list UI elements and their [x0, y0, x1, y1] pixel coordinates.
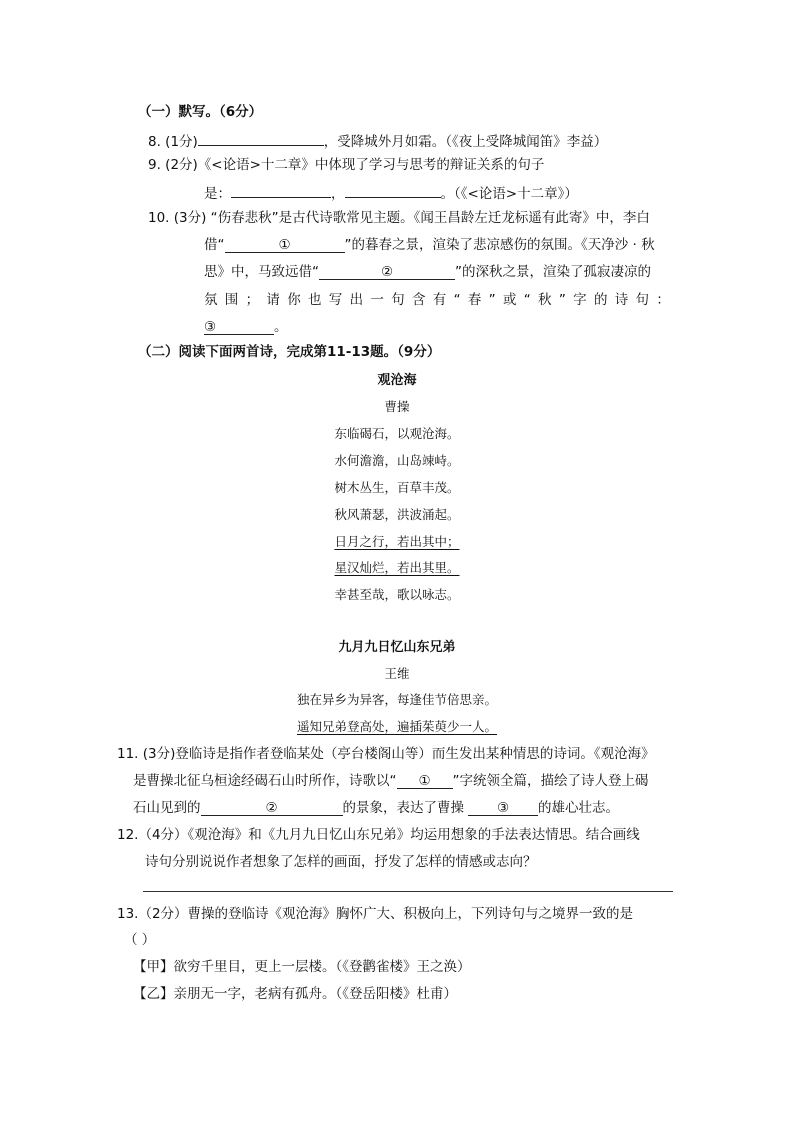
q10-line4-char: 也: [307, 292, 322, 308]
q10-line4-char: 或: [502, 292, 517, 308]
question-12-line2: 诗句分别说说作者想象了怎样的画面，抒发了怎样的情感或志向？: [145, 854, 537, 870]
q10-line5-suffix: 。: [274, 319, 288, 335]
section1-heading: （一）默写。（6分）: [138, 104, 263, 120]
q10-answer-blank-2[interactable]: ②: [319, 263, 455, 280]
q9-answer-blank-1[interactable]: [231, 181, 331, 198]
q10-line4-char: 有: [432, 292, 447, 308]
question-8: [148, 129, 607, 152]
q10-line4-char: 你: [287, 292, 301, 308]
poem2-line: 独在异乡为异客，每逢佳节倍思亲。: [296, 692, 497, 707]
question-13-line1: 13.（2分）曹操的登临诗《观沧海》胸怀广大、积极向上，下列诗句与之境界一致的是: [117, 906, 634, 922]
q11-line3-mid: 的景象，表达了曹操: [342, 800, 464, 816]
q11-answer-blank-3[interactable]: ③: [468, 799, 538, 816]
question-10-line4: [204, 290, 670, 310]
q11-line2-suffix: ”字统领全篇，描绘了诗人登上碣: [452, 773, 649, 789]
q8-prefix: 8. (1分): [148, 134, 198, 150]
q10-line4-char: 围: [224, 292, 239, 308]
q9-mid: ，: [331, 186, 345, 202]
question-11-line3: [133, 798, 619, 818]
q10-answer-blank-3[interactable]: ③: [204, 318, 274, 335]
q9-suffix: 。（《<论语>十二章》）: [440, 186, 578, 202]
q10-line4-char: 秋: [538, 292, 552, 308]
q10-line4-char: 诗: [614, 292, 629, 308]
q10-line4-char: 氛: [204, 292, 218, 308]
question-12-line1: 12.（4分）《观沧海》和《九月九日忆山东兄弟》均运用想象的手法表达情思。结合画线: [117, 827, 640, 843]
q10-line2-prefix: 借“: [204, 237, 225, 253]
poem2-author: 王维: [384, 666, 410, 681]
q10-line4-char: ”: [488, 292, 496, 308]
q11-answer-blank-2[interactable]: ②: [201, 799, 343, 816]
q11-line2-prefix: 是曹操北征乌桓途经碣石山时所作，诗歌以“: [133, 773, 397, 789]
poem1-line: 东临碣石，以观沧海。: [334, 426, 460, 441]
q10-line4-char: ”: [558, 292, 566, 308]
question-11-line2: [133, 771, 649, 791]
q10-line4-char: 出: [349, 292, 364, 308]
q11-line3-prefix: 石山见到的: [133, 800, 201, 816]
poem1-underlined-text: 星汉灿烂，若出其里。: [334, 560, 460, 575]
q10-line3-suffix: ”的深秋之景，渲染了孤寂凄凉的: [455, 264, 651, 280]
question-10-line1: 10. (3分) “伤春悲秋”是古代诗歌常见主题。《闻王昌龄左迁龙标遥有此寄》中，李白: [148, 210, 650, 226]
question-9-line2: [204, 181, 578, 204]
poem1-line: 树木丛生，百草丰茂。: [334, 480, 460, 495]
q10-line4-char: 含: [411, 292, 426, 308]
question-10-line3: [204, 262, 651, 282]
poem1-line: 秋风萧瑟，洪波涌起。: [334, 507, 460, 522]
q8-answer-blank[interactable]: [198, 129, 324, 146]
q9-answer-blank-2[interactable]: [345, 181, 441, 198]
poem2-underlined-line: [0, 717, 794, 737]
poem1-underlined-line: [0, 532, 794, 552]
poem1-line: 水何澹澹，山岛竦峙。: [334, 453, 460, 468]
q13-option-a[interactable]: 【甲】欲穷千里目，更上一层楼。（《登鹳雀楼》王之涣）: [133, 959, 471, 975]
q10-line4-char: 写: [328, 292, 343, 308]
poem1-underlined-line: [0, 558, 794, 578]
q11-line3-suffix: 的雄心壮志。: [538, 800, 619, 816]
section2-heading: （二）阅读下面两首诗，完成第11-13题。（9分）: [138, 344, 441, 360]
q10-line4-char: 字: [573, 292, 587, 308]
q10-line4-char: ；: [245, 292, 260, 308]
q10-line2-suffix: ”的暮春之景，渲染了悲凉感伤的氛围。《天净沙 · 秋: [344, 237, 655, 253]
poem1-author: 曹操: [384, 399, 410, 414]
q8-suffix: ，受降城外月如霜。（《夜上受降城闻笛》李益）: [323, 134, 608, 150]
q10-line4-char: 句: [391, 292, 405, 308]
q10-line4-char: 句: [635, 292, 650, 308]
q10-line4-char: ：: [656, 292, 670, 308]
poem2-title: 九月九日忆山东兄弟: [338, 640, 456, 655]
q10-answer-blank-1[interactable]: ①: [225, 236, 345, 253]
q10-line4-char: 请: [266, 292, 280, 308]
question-10-line2: [204, 235, 655, 255]
q13-answer-parentheses[interactable]: （ ）: [124, 932, 156, 948]
q10-line4-char: “: [523, 292, 531, 308]
poem2-underlined-text: 遥知兄弟登高处，遍插茱萸少一人。: [296, 719, 497, 734]
question-9-line1: 9. (2分)《<论语>十二章》中体现了学习与思考的辩证关系的句子: [148, 157, 545, 173]
q13-option-b[interactable]: 【乙】亲朋无一字，老病有孤舟。（《登岳阳楼》杜甫）: [133, 986, 457, 1002]
q12-answer-line[interactable]: [143, 891, 673, 892]
q10-line4-char: “: [453, 292, 461, 308]
q10-line3-prefix: 思》中，马致远借“: [204, 264, 319, 280]
q11-answer-blank-1[interactable]: ①: [397, 772, 453, 789]
q10-line4-char: 春: [467, 292, 482, 308]
poem1-line: 幸甚至哉，歌以咏志。: [334, 587, 460, 602]
poem1-underlined-text: 日月之行，若出其中；: [334, 534, 460, 549]
question-11-line1: 11. (3分)登临诗是指作者登临某处（亭台楼阁山等）而生发出某种情思的诗词。《观沧海》: [117, 746, 655, 762]
question-10-line5: [204, 317, 288, 337]
q9-prefix: 是：: [204, 186, 231, 202]
q10-line4-char: 一: [370, 292, 384, 308]
q10-line4-char: 的: [593, 292, 608, 308]
poem1-title: 观沧海: [377, 373, 417, 388]
